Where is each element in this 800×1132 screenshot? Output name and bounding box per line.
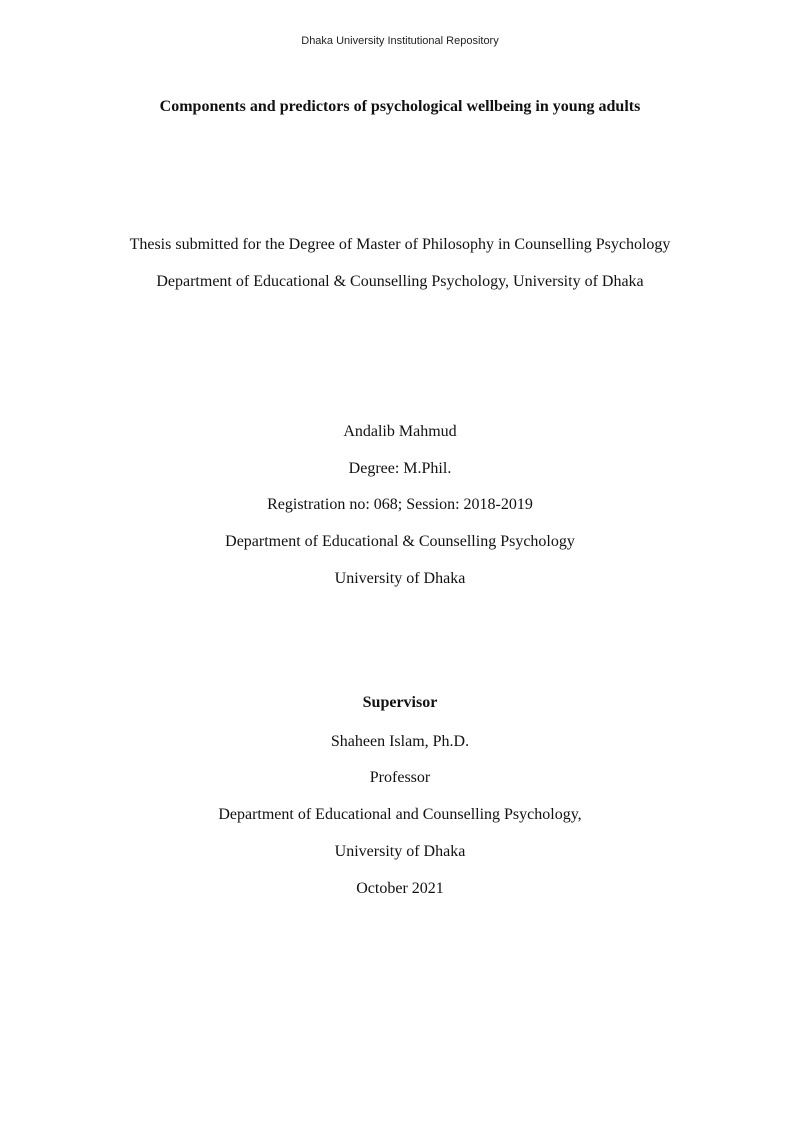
author-degree: Degree: M.Phil. [348, 460, 452, 477]
supervisor-university: University of Dhaka [334, 843, 466, 860]
author-university: University of Dhaka [334, 570, 466, 587]
supervisor-position: Professor [369, 769, 431, 786]
supervisor-department: Department of Educational and Counselling Psychology, [218, 806, 582, 823]
repository-header: Dhaka University Institutional Repository [301, 35, 499, 47]
author-department: Department of Educational & Counselling Psychology [225, 533, 575, 550]
author-registration: Registration no: 068; Session: 2018-2019 [267, 496, 533, 513]
submission-date: October 2021 [356, 880, 444, 897]
supervisor-heading: Supervisor [362, 694, 438, 711]
author-name: Andalib Mahmud [343, 423, 457, 440]
degree-statement: Thesis submitted for the Degree of Master of Philosophy in Counselling Psychology [129, 236, 671, 253]
supervisor-name: Shaheen Islam, Ph.D. [330, 733, 470, 750]
thesis-title: Components and predictors of psychological wellbeing in young adults [159, 98, 641, 115]
department-statement: Department of Educational & Counselling Psychology, University of Dhaka [156, 273, 644, 290]
